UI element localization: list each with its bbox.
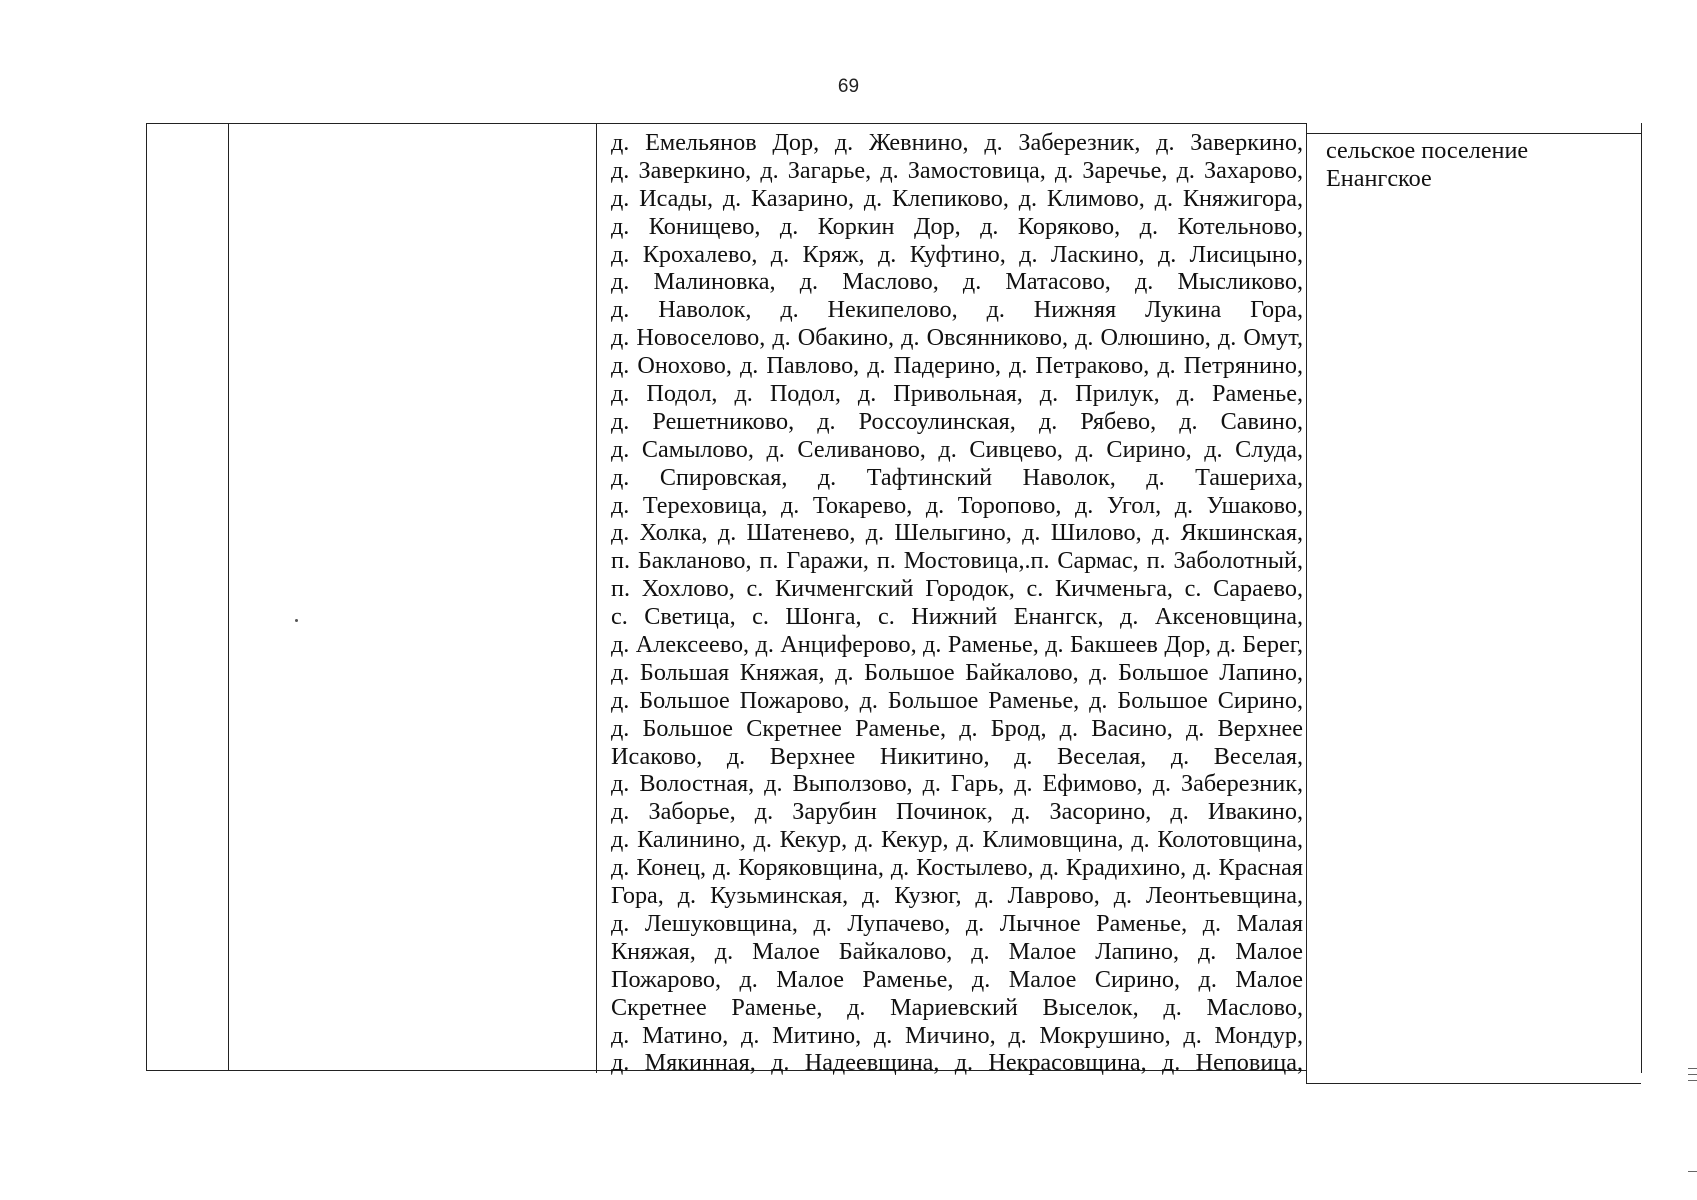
places-line: д. Заверкино, д. Загарье, д. Замостовица, д. Заречье, д. Захарово, — [611, 156, 1303, 184]
places-cell — [611, 129, 1303, 1077]
page-number: 69 — [837, 76, 860, 97]
table-column-divider — [1641, 123, 1642, 1073]
places-line: с. Светица, с. Шонга, с. Нижний Енангск, д. Аксеновщина, — [611, 603, 1303, 631]
places-line: д. Онохово, д. Павлово, д. Падерино, д. Петраково, д. Петрянино, — [611, 352, 1303, 380]
table-column-divider — [228, 123, 229, 1071]
margin-mark — [1688, 1074, 1697, 1075]
places-line: д. Исады, д. Казарино, д. Клепиково, д. Климово, д. Княжигора, — [611, 184, 1303, 212]
places-line: д. Волостная, д. Выползово, д. Гарь, д. Ефимово, д. Заберезник, — [611, 770, 1303, 798]
places-line: д. Емельянов Дор, д. Жевнино, д. Заберезник, д. Заверкино, — [611, 129, 1303, 156]
places-line: Пожарово, д. Малое Раменье, д. Малое Сирино, д. Малое — [611, 965, 1303, 993]
places-line: д. Заборье, д. Зарубин Починок, д. Засорино, д. Ивакино, — [611, 798, 1303, 826]
places-line: д. Тереховица, д. Токарево, д. Торопово, д. Угол, д. Ушаково, — [611, 491, 1303, 519]
places-line: д. Лешуковщина, д. Лупачево, д. Лычное Раменье, д. Малая — [611, 909, 1303, 937]
table-cell-border — [1306, 133, 1641, 134]
places-line: д. Большое Пожарово, д. Большое Раменье, д. Большое Сирино, — [611, 686, 1303, 714]
places-line: д. Большое Скретнее Раменье, д. Брод, д. Васино, д. Верхнее — [611, 714, 1303, 742]
places-line: д. Малиновка, д. Маслово, д. Матасово, д. Мысликово, — [611, 268, 1303, 296]
places-line: д. Холка, д. Шатенево, д. Шелыгино, д. Шилово, д. Якшинская, — [611, 519, 1303, 547]
places-line: д. Новоселово, д. Обакино, д. Овсянниково, д. Олюшино, д. Омут, — [611, 324, 1303, 352]
places-line: д. Наволок, д. Некипелово, д. Нижняя Лукина Гора, — [611, 296, 1303, 324]
places-line: д. Спировская, д. Тафтинский Наволок, д. Ташериха, — [611, 463, 1303, 491]
places-line: д. Матино, д. Митино, д. Мичино, д. Мокрушино, д. Мондур, — [611, 1021, 1303, 1049]
places-line: д. Мякинная, д. Надеевщина, д. Некрасовщина, д. Неповица, — [611, 1049, 1303, 1077]
table-column-divider — [596, 123, 597, 1073]
table-cell-border — [1306, 1083, 1641, 1084]
places-line: п. Хохлово, с. Кичменгский Городок, с. Кичменьга, с. Сараево, — [611, 575, 1303, 603]
margin-mark — [1688, 1171, 1697, 1172]
places-line: д. Конец, д. Коряковщина, д. Костылево, д. Крадихино, д. Красная — [611, 854, 1303, 882]
places-line: Исаково, д. Верхнее Никитино, д. Веселая, д. Веселая, — [611, 742, 1303, 770]
places-line: Скретнее Раменье, д. Мариевский Выселок, д. Маслово, — [611, 993, 1303, 1021]
places-line: д. Решетниково, д. Россоулинская, д. Рябево, д. Савино, — [611, 407, 1303, 435]
table-column-divider — [1306, 123, 1307, 1083]
places-line: д. Алексеево, д. Анциферово, д. Раменье, д. Бакшеев Дор, д. Берег, — [611, 631, 1303, 659]
scan-speck — [295, 619, 298, 622]
places-line: д. Большая Княжая, д. Большое Байкалово, д. Большое Лапино, — [611, 658, 1303, 686]
margin-mark — [1688, 1068, 1697, 1069]
places-line: д. Калинино, д. Кекур, д. Кекур, д. Климовщина, д. Колотовщина, — [611, 826, 1303, 854]
places-line: п. Бакланово, п. Гаражи, п. Мостовица,.п. Сармас, п. Заболотный, — [611, 547, 1303, 575]
places-line: Гора, д. Кузьминская, д. Кузюг, д. Лаврово, д. Леонтьевщина, — [611, 882, 1303, 910]
settlement-cell: сельское поселение Енангское — [1326, 137, 1529, 192]
places-line: д. Самылово, д. Селиваново, д. Сивцево, д. Сирино, д. Слуда, — [611, 435, 1303, 463]
places-line: Княжая, д. Малое Байкалово, д. Малое Лапино, д. Малое — [611, 937, 1303, 965]
places-line: д. Конищево, д. Коркин Дор, д. Коряково, д. Котельново, — [611, 212, 1303, 240]
places-line: д. Подол, д. Подол, д. Привольная, д. Прилук, д. Раменье, — [611, 380, 1303, 408]
places-line: д. Крохалево, д. Кряж, д. Куфтино, д. Ласкино, д. Лисицыно, — [611, 240, 1303, 268]
margin-mark — [1688, 1080, 1697, 1081]
